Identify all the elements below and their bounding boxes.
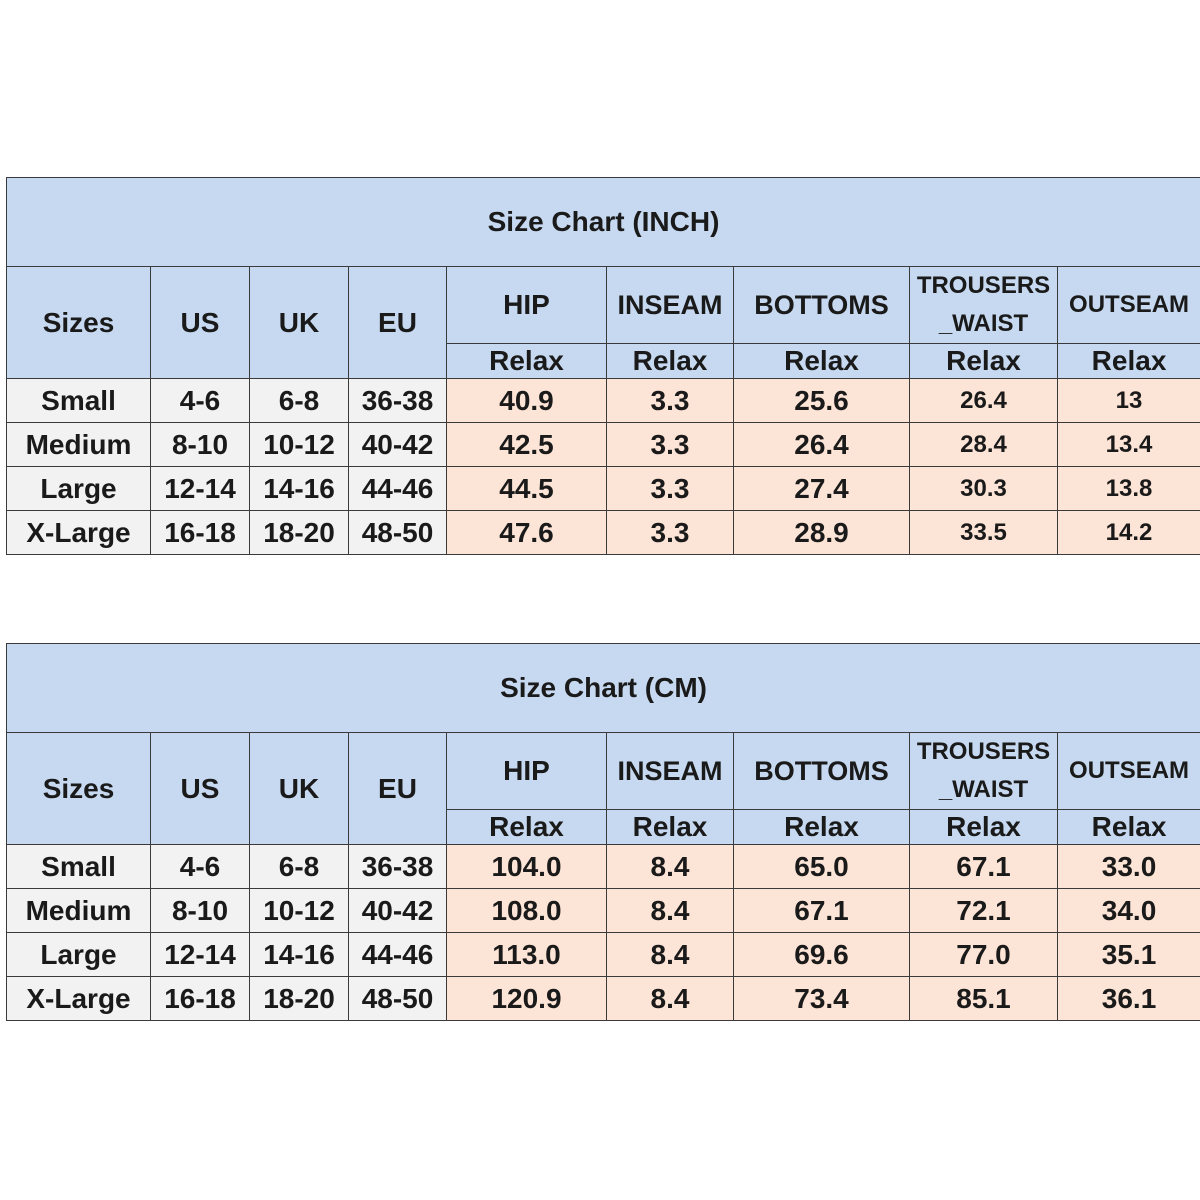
us-size: 4-6 xyxy=(151,379,250,423)
bottoms-value: 73.4 xyxy=(734,977,910,1021)
table-row xyxy=(7,933,1200,977)
inseam-value: 3.3 xyxy=(607,423,734,467)
trousers-waist-value: 26.4 xyxy=(910,379,1058,423)
us-size: 12-14 xyxy=(151,933,250,977)
trousers-waist-value: 33.5 xyxy=(910,511,1058,555)
table-row xyxy=(7,511,1200,555)
bottoms-value: 26.4 xyxy=(734,423,910,467)
header-trousers-line2: _WAIST xyxy=(938,310,1029,337)
us-size: 16-18 xyxy=(151,511,250,555)
size-chart-inch xyxy=(6,177,1200,555)
hip-value: 113.0 xyxy=(447,933,607,977)
trousers-waist-value: 85.1 xyxy=(910,977,1058,1021)
header-trousers-line1: TROUSERS xyxy=(916,738,1051,765)
header-trousers-line1: TROUSERS xyxy=(916,272,1051,299)
header-uk: UK xyxy=(250,267,349,379)
table-row xyxy=(7,889,1200,933)
outseam-value: 35.1 xyxy=(1058,933,1200,977)
uk-size: 18-20 xyxy=(250,977,349,1021)
subheader-relax: Relax xyxy=(607,810,734,845)
us-size: 4-6 xyxy=(151,845,250,889)
table-row xyxy=(7,423,1200,467)
size-name: Medium xyxy=(7,889,151,933)
header-hip: HIP xyxy=(447,267,607,344)
chart-title: Size Chart (INCH) xyxy=(7,178,1200,267)
us-size: 16-18 xyxy=(151,977,250,1021)
hip-value: 47.6 xyxy=(447,511,607,555)
bottoms-value: 28.9 xyxy=(734,511,910,555)
outseam-value: 33.0 xyxy=(1058,845,1200,889)
header-bottoms: BOTTOMS xyxy=(734,733,910,810)
header-eu: EU xyxy=(349,733,447,845)
header-hip: HIP xyxy=(447,733,607,810)
header-us: US xyxy=(151,733,250,845)
eu-size: 36-38 xyxy=(349,379,447,423)
bottoms-value: 67.1 xyxy=(734,889,910,933)
hip-value: 42.5 xyxy=(447,423,607,467)
trousers-waist-value: 77.0 xyxy=(910,933,1058,977)
uk-size: 18-20 xyxy=(250,511,349,555)
size-name: Small xyxy=(7,379,151,423)
subheader-relax: Relax xyxy=(447,344,607,379)
size-chart-cm xyxy=(6,643,1200,1021)
header-outseam: OUTSEAM xyxy=(1058,733,1200,810)
table-row xyxy=(7,379,1200,423)
inseam-value: 3.3 xyxy=(607,467,734,511)
hip-value: 44.5 xyxy=(447,467,607,511)
subheader-relax: Relax xyxy=(607,344,734,379)
subheader-relax: Relax xyxy=(910,344,1058,379)
chart-title: Size Chart (CM) xyxy=(7,644,1200,733)
outseam-value: 13.4 xyxy=(1058,423,1200,467)
bottoms-value: 27.4 xyxy=(734,467,910,511)
inseam-value: 8.4 xyxy=(607,845,734,889)
header-trousers-line2: _WAIST xyxy=(938,776,1029,803)
table-row xyxy=(7,845,1200,889)
inseam-value: 3.3 xyxy=(607,379,734,423)
outseam-value: 13.8 xyxy=(1058,467,1200,511)
inseam-value: 8.4 xyxy=(607,889,734,933)
us-size: 8-10 xyxy=(151,423,250,467)
size-name: X-Large xyxy=(7,977,151,1021)
trousers-waist-value: 67.1 xyxy=(910,845,1058,889)
us-size: 8-10 xyxy=(151,889,250,933)
hip-value: 108.0 xyxy=(447,889,607,933)
us-size: 12-14 xyxy=(151,467,250,511)
size-name: Medium xyxy=(7,423,151,467)
header-us: US xyxy=(151,267,250,379)
header-outseam: OUTSEAM xyxy=(1058,267,1200,344)
eu-size: 40-42 xyxy=(349,889,447,933)
table-row xyxy=(7,467,1200,511)
eu-size: 48-50 xyxy=(349,977,447,1021)
uk-size: 6-8 xyxy=(250,379,349,423)
outseam-value: 13 xyxy=(1058,379,1200,423)
inseam-value: 8.4 xyxy=(607,977,734,1021)
uk-size: 14-16 xyxy=(250,933,349,977)
uk-size: 10-12 xyxy=(250,889,349,933)
size-name: Large xyxy=(7,933,151,977)
size-name: X-Large xyxy=(7,511,151,555)
outseam-value: 36.1 xyxy=(1058,977,1200,1021)
eu-size: 40-42 xyxy=(349,423,447,467)
outseam-value: 14.2 xyxy=(1058,511,1200,555)
outseam-value: 34.0 xyxy=(1058,889,1200,933)
header-trousers-waist xyxy=(910,267,1058,344)
table-row xyxy=(7,977,1200,1021)
size-name: Small xyxy=(7,845,151,889)
hip-value: 120.9 xyxy=(447,977,607,1021)
uk-size: 10-12 xyxy=(250,423,349,467)
header-sizes: Sizes xyxy=(7,733,151,845)
subheader-relax: Relax xyxy=(734,344,910,379)
header-eu: EU xyxy=(349,267,447,379)
hip-value: 40.9 xyxy=(447,379,607,423)
eu-size: 48-50 xyxy=(349,511,447,555)
trousers-waist-value: 72.1 xyxy=(910,889,1058,933)
size-name: Large xyxy=(7,467,151,511)
uk-size: 14-16 xyxy=(250,467,349,511)
eu-size: 44-46 xyxy=(349,467,447,511)
subheader-relax: Relax xyxy=(1058,344,1200,379)
bottoms-value: 65.0 xyxy=(734,845,910,889)
eu-size: 44-46 xyxy=(349,933,447,977)
uk-size: 6-8 xyxy=(250,845,349,889)
trousers-waist-value: 28.4 xyxy=(910,423,1058,467)
header-inseam: INSEAM xyxy=(607,733,734,810)
subheader-relax: Relax xyxy=(910,810,1058,845)
bottoms-value: 69.6 xyxy=(734,933,910,977)
subheader-relax: Relax xyxy=(447,810,607,845)
bottoms-value: 25.6 xyxy=(734,379,910,423)
header-sizes: Sizes xyxy=(7,267,151,379)
trousers-waist-value: 30.3 xyxy=(910,467,1058,511)
header-inseam: INSEAM xyxy=(607,267,734,344)
inseam-value: 8.4 xyxy=(607,933,734,977)
hip-value: 104.0 xyxy=(447,845,607,889)
header-bottoms: BOTTOMS xyxy=(734,267,910,344)
inseam-value: 3.3 xyxy=(607,511,734,555)
subheader-relax: Relax xyxy=(1058,810,1200,845)
header-trousers-waist xyxy=(910,733,1058,810)
header-uk: UK xyxy=(250,733,349,845)
subheader-relax: Relax xyxy=(734,810,910,845)
eu-size: 36-38 xyxy=(349,845,447,889)
